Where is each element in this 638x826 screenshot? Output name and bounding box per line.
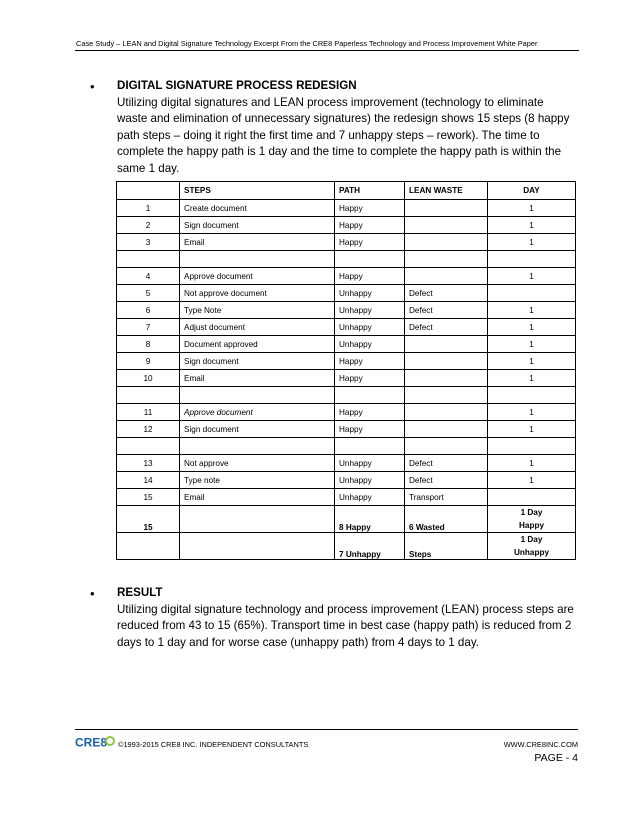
step-day: 1 [488,455,576,472]
step-name [180,438,335,455]
step-number: 3 [117,234,180,251]
total-waste: Steps [405,533,488,560]
step-lean-waste [405,251,488,268]
step-path: Unhappy [335,472,405,489]
step-name: Not approve document [180,285,335,302]
step-name: Not approve [180,455,335,472]
step-number [117,438,180,455]
table-row [117,421,576,438]
page-header: Case Study – LEAN and Digital Signature Technology Excerpt From the CRE8 Paperless Technology and Process Improvement White Paper [76,39,538,48]
table-header-row [117,182,576,200]
step-lean-waste [405,336,488,353]
total-day-line2: Unhappy [513,548,550,557]
step-number: 7 [117,319,180,336]
section-body: Utilizing digital signature technology and process improvement (LEAN) process steps are reduced from 43 to 15 (65%). Transport time in best case (happy path) is reduced from 2 days to 1 day and for worse case (unhappy path) from 4 days to 1 day. [117,602,574,649]
step-day: 1 [488,302,576,319]
table-row [117,353,576,370]
cre8-logo [75,735,115,749]
steps-table [116,181,576,560]
step-name: Adjust document [180,319,335,336]
table-row [117,370,576,387]
table-row [117,489,576,506]
section-redesign [117,78,577,177]
step-day [488,387,576,404]
table-row [117,234,576,251]
step-number: 13 [117,455,180,472]
footer-copyright: ©1993-2015 CRE8 INC. INDEPENDENT CONSULTANTS [118,740,309,749]
step-number: 6 [117,302,180,319]
step-name [180,251,335,268]
step-name: Email [180,370,335,387]
step-path: Happy [335,353,405,370]
table-row [117,302,576,319]
step-path: Unhappy [335,455,405,472]
header-day: DAY [488,182,576,200]
total-steps [117,533,180,560]
step-day [488,438,576,455]
step-day [488,251,576,268]
step-lean-waste [405,370,488,387]
step-lean-waste: Defect [405,455,488,472]
table-total-row [117,533,576,560]
step-path: Happy [335,421,405,438]
table-row [117,472,576,489]
step-name: Document approved [180,336,335,353]
footer-divider [75,729,578,730]
step-name: Email [180,489,335,506]
step-number: 2 [117,217,180,234]
header-num-cell [117,182,180,200]
step-name: Sign document [180,217,335,234]
total-path: 7 Unhappy [335,533,405,560]
step-number: 15 [117,489,180,506]
total-steps: 15 [117,506,180,533]
bullet-icon: • [90,79,95,94]
step-path: Happy [335,217,405,234]
total-day [488,533,576,560]
step-day: 1 [488,421,576,438]
step-lean-waste [405,438,488,455]
header-divider [75,50,579,51]
header-steps: STEPS [180,182,335,200]
step-path: Unhappy [335,489,405,506]
step-number: 10 [117,370,180,387]
svg-text:CRE8: CRE8 [75,735,108,749]
step-lean-waste: Defect [405,319,488,336]
section-result [117,585,577,651]
section-body: Utilizing digital signatures and LEAN process improvement (technology to eliminate waste and elimination of unnecessary signatures) the redesign shows 15 steps (8 happy path steps – doing it right the first time and 7 unhappy steps – rework). The time to complete the happy path is 1 day and the time to complete the happy path is within the same 1 day. [117,95,570,175]
step-path: Unhappy [335,319,405,336]
step-path: Unhappy [335,336,405,353]
step-lean-waste [405,353,488,370]
step-day: 1 [488,370,576,387]
step-path: Unhappy [335,302,405,319]
step-day: 1 [488,353,576,370]
step-day [488,285,576,302]
step-name: Type Note [180,302,335,319]
header-lean-waste: LEAN WASTE [405,182,488,200]
step-number: 9 [117,353,180,370]
table-row [117,319,576,336]
step-number: 12 [117,421,180,438]
table-row [117,404,576,421]
total-day-line1: 1 Day [520,535,543,544]
step-lean-waste [405,387,488,404]
step-lean-waste: Transport [405,489,488,506]
step-path: Happy [335,200,405,217]
step-number: 8 [117,336,180,353]
step-lean-waste: Defect [405,302,488,319]
total-day-line2: Happy [518,521,545,530]
step-name: Type note [180,472,335,489]
footer-website: WWW.CRE8INC.COM [503,740,578,749]
table-row [117,251,576,268]
step-name [180,387,335,404]
step-name: Approve document [180,268,335,285]
step-path: Happy [335,268,405,285]
table-total-row [117,506,576,533]
total-waste: 6 Wasted [405,506,488,533]
table-row [117,285,576,302]
step-path: Unhappy [335,285,405,302]
table-row [117,200,576,217]
step-day: 1 [488,319,576,336]
step-day [488,489,576,506]
table-row [117,336,576,353]
table-row [117,438,576,455]
header-path: PATH [335,182,405,200]
step-lean-waste: Defect [405,472,488,489]
step-lean-waste [405,217,488,234]
step-number [117,387,180,404]
step-day: 1 [488,200,576,217]
step-lean-waste: Defect [405,285,488,302]
step-lean-waste [405,268,488,285]
step-path [335,251,405,268]
step-lean-waste [405,404,488,421]
step-path: Happy [335,370,405,387]
step-path: Happy [335,404,405,421]
step-path [335,438,405,455]
table-row [117,268,576,285]
section-heading: DIGITAL SIGNATURE PROCESS REDESIGN [117,79,357,92]
step-name: Approve document [180,404,335,421]
step-name: Sign document [180,353,335,370]
table-row [117,217,576,234]
step-lean-waste [405,234,488,251]
table-row [117,387,576,404]
total-day [488,506,576,533]
step-number: 1 [117,200,180,217]
step-number [117,251,180,268]
step-name: Create document [180,200,335,217]
step-day: 1 [488,472,576,489]
step-day: 1 [488,217,576,234]
step-lean-waste [405,200,488,217]
total-path: 8 Happy [335,506,405,533]
step-lean-waste [405,421,488,438]
step-path: Happy [335,234,405,251]
table-row [117,455,576,472]
step-name: Email [180,234,335,251]
section-heading: RESULT [117,586,163,599]
step-day: 1 [488,268,576,285]
step-path [335,387,405,404]
total-blank [180,506,335,533]
step-day: 1 [488,234,576,251]
step-name: Sign document [180,421,335,438]
step-day: 1 [488,404,576,421]
step-day: 1 [488,336,576,353]
step-number: 4 [117,268,180,285]
page-number: PAGE - 4 [534,752,578,764]
bullet-icon: • [90,586,95,601]
step-number: 14 [117,472,180,489]
step-number: 11 [117,404,180,421]
total-blank [180,533,335,560]
total-day-line1: 1 Day [520,508,543,517]
step-number: 5 [117,285,180,302]
